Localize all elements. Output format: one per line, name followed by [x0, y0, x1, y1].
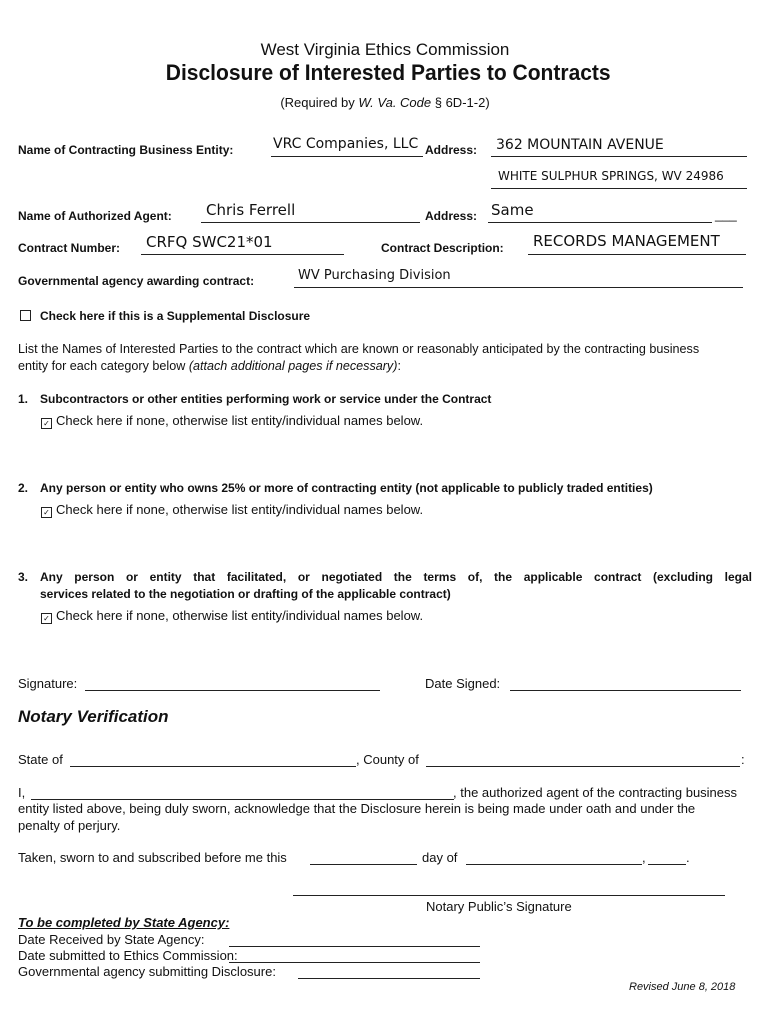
section-1-checkbox[interactable]: ✓ [41, 418, 52, 429]
entity-address-line1-underline [491, 156, 747, 157]
notary-agent-name-line[interactable] [31, 799, 454, 800]
state-agency-heading: To be completed by State Agency: [18, 915, 230, 930]
notary-signature-line[interactable] [293, 895, 725, 896]
entity-name-line [271, 156, 423, 157]
notary-heading: Notary Verification [18, 707, 169, 726]
intro-line2-end: : [397, 359, 401, 373]
taken-year-line[interactable] [648, 864, 686, 865]
agent-address-label: Address: [425, 209, 478, 223]
date-submitted-line[interactable] [229, 962, 480, 963]
required-code: W. Va. Code [358, 95, 432, 110]
taken-period: . [686, 850, 690, 865]
section-3-number: 3. [18, 570, 29, 584]
contract-description-line [528, 254, 746, 255]
agent-name-value[interactable]: Chris Ferrell [206, 201, 296, 219]
intro-line1: List the Names of Interested Parties to the contract which are known or reasonably anticipated by the contracting business [18, 342, 700, 356]
i-label: I, [18, 785, 26, 800]
date-signed-label: Date Signed: [425, 676, 501, 691]
date-received-line[interactable] [229, 946, 480, 947]
section-3-checkbox[interactable]: ✓ [41, 613, 52, 624]
supplemental-checkbox[interactable] [20, 310, 31, 321]
county-colon: : [741, 752, 745, 767]
entity-name-label: Name of Contracting Business Entity: [18, 143, 234, 157]
agency-submitting-line[interactable] [298, 978, 480, 979]
agent-oath-text: , the authorized agent of the contracting business [453, 785, 738, 800]
state-label: State of [18, 752, 63, 767]
agent-name-label: Name of Authorized Agent: [18, 209, 172, 223]
contract-number-label: Contract Number: [18, 241, 121, 255]
section-2-title: Any person or entity who owns 25% or more of contracting entity (not applicable to publicly traded entities) [40, 481, 653, 495]
intro-line2-start: entity for each category below [18, 359, 189, 373]
date-submitted-label: Date submitted to Ethics Commission: [18, 948, 238, 963]
section-3-check-text: Check here if none, otherwise list entity/individual names below. [56, 608, 424, 623]
signature-line[interactable] [85, 690, 380, 691]
form-title: Disclosure of Interested Parties to Contracts [165, 60, 611, 85]
county-line[interactable] [426, 766, 740, 767]
intro-line2-italic: (attach additional pages if necessary) [188, 359, 398, 373]
supplemental-row[interactable] [20, 309, 310, 323]
taken-month-line[interactable] [466, 864, 642, 865]
agency-submitting-label: Governmental agency submitting Disclosure: [18, 964, 276, 979]
intro-line2 [18, 359, 401, 373]
agency-label: Governmental agency awarding contract: [18, 274, 255, 288]
date-signed-line[interactable] [510, 690, 741, 691]
required-suffix: § 6D-1-2) [431, 95, 490, 110]
county-label: , County of [356, 752, 419, 767]
agency-line [294, 287, 743, 288]
entity-name-value[interactable]: VRC Companies, LLC [273, 136, 419, 152]
section-2-check-row[interactable] [41, 502, 423, 518]
entity-address-line1[interactable]: 362 MOUNTAIN AVENUE [496, 137, 664, 153]
signature-label: Signature: [18, 676, 78, 691]
state-line[interactable] [70, 766, 356, 767]
commission-name: West Virginia Ethics Commission [260, 40, 510, 59]
section-2-check-text: Check here if none, otherwise list entity/individual names below. [56, 502, 424, 517]
contract-description-value[interactable]: RECORDS MANAGEMENT [533, 232, 720, 250]
agent-address-line [488, 222, 712, 223]
contract-number-line [141, 254, 344, 255]
entity-address-line2-underline [491, 188, 747, 189]
entity-address-label: Address: [425, 143, 478, 157]
contract-number-value[interactable]: CRFQ SWC21*01 [146, 233, 273, 251]
notary-signature-label: Notary Public’s Signature [426, 899, 572, 914]
entity-address-line2[interactable]: WHITE SULPHUR SPRINGS, WV 24986 [498, 169, 724, 183]
agent-name-line [201, 222, 420, 223]
section-1-check-text: Check here if none, otherwise list entity/individual names below. [56, 413, 424, 428]
taken-label: Taken, sworn to and subscribed before me this [18, 850, 287, 865]
day-of-label: day of [422, 850, 458, 865]
oath-line3: penalty of perjury. [18, 818, 121, 833]
date-received-label: Date Received by State Agency: [18, 932, 205, 947]
required-by [0, 95, 770, 110]
oath-line2: entity listed above, being duly sworn, acknowledge that the Disclosure herein is being made under oath and under the [18, 801, 696, 816]
section-3-title-line2: services related to the negotiation or drafting of the applicable contract) [40, 587, 451, 601]
section-2-number: 2. [18, 481, 29, 495]
section-3-check-row[interactable] [41, 608, 423, 624]
required-prefix: (Required by [280, 95, 359, 110]
section-3-title: Any person or entity that facilitated, or negotiated the terms of, the applicable contract (excluding legal [40, 570, 752, 584]
section-1-number: 1. [18, 392, 29, 406]
agency-value[interactable]: WV Purchasing Division [298, 268, 451, 283]
taken-day-line[interactable] [310, 864, 417, 865]
agent-address-value[interactable]: Same [491, 201, 534, 219]
taken-comma: , [642, 850, 646, 865]
contract-description-label: Contract Description: [381, 241, 504, 255]
section-2-checkbox[interactable]: ✓ [41, 507, 52, 518]
agent-address-tail: ___ [715, 207, 737, 222]
section-1-check-row[interactable] [41, 413, 423, 429]
supplemental-label: Check here if this is a Supplemental Disclosure [40, 309, 311, 323]
section-1-title: Subcontractors or other entities performing work or service under the Contract [40, 392, 492, 406]
revised-date: Revised June 8, 2018 [629, 981, 736, 993]
